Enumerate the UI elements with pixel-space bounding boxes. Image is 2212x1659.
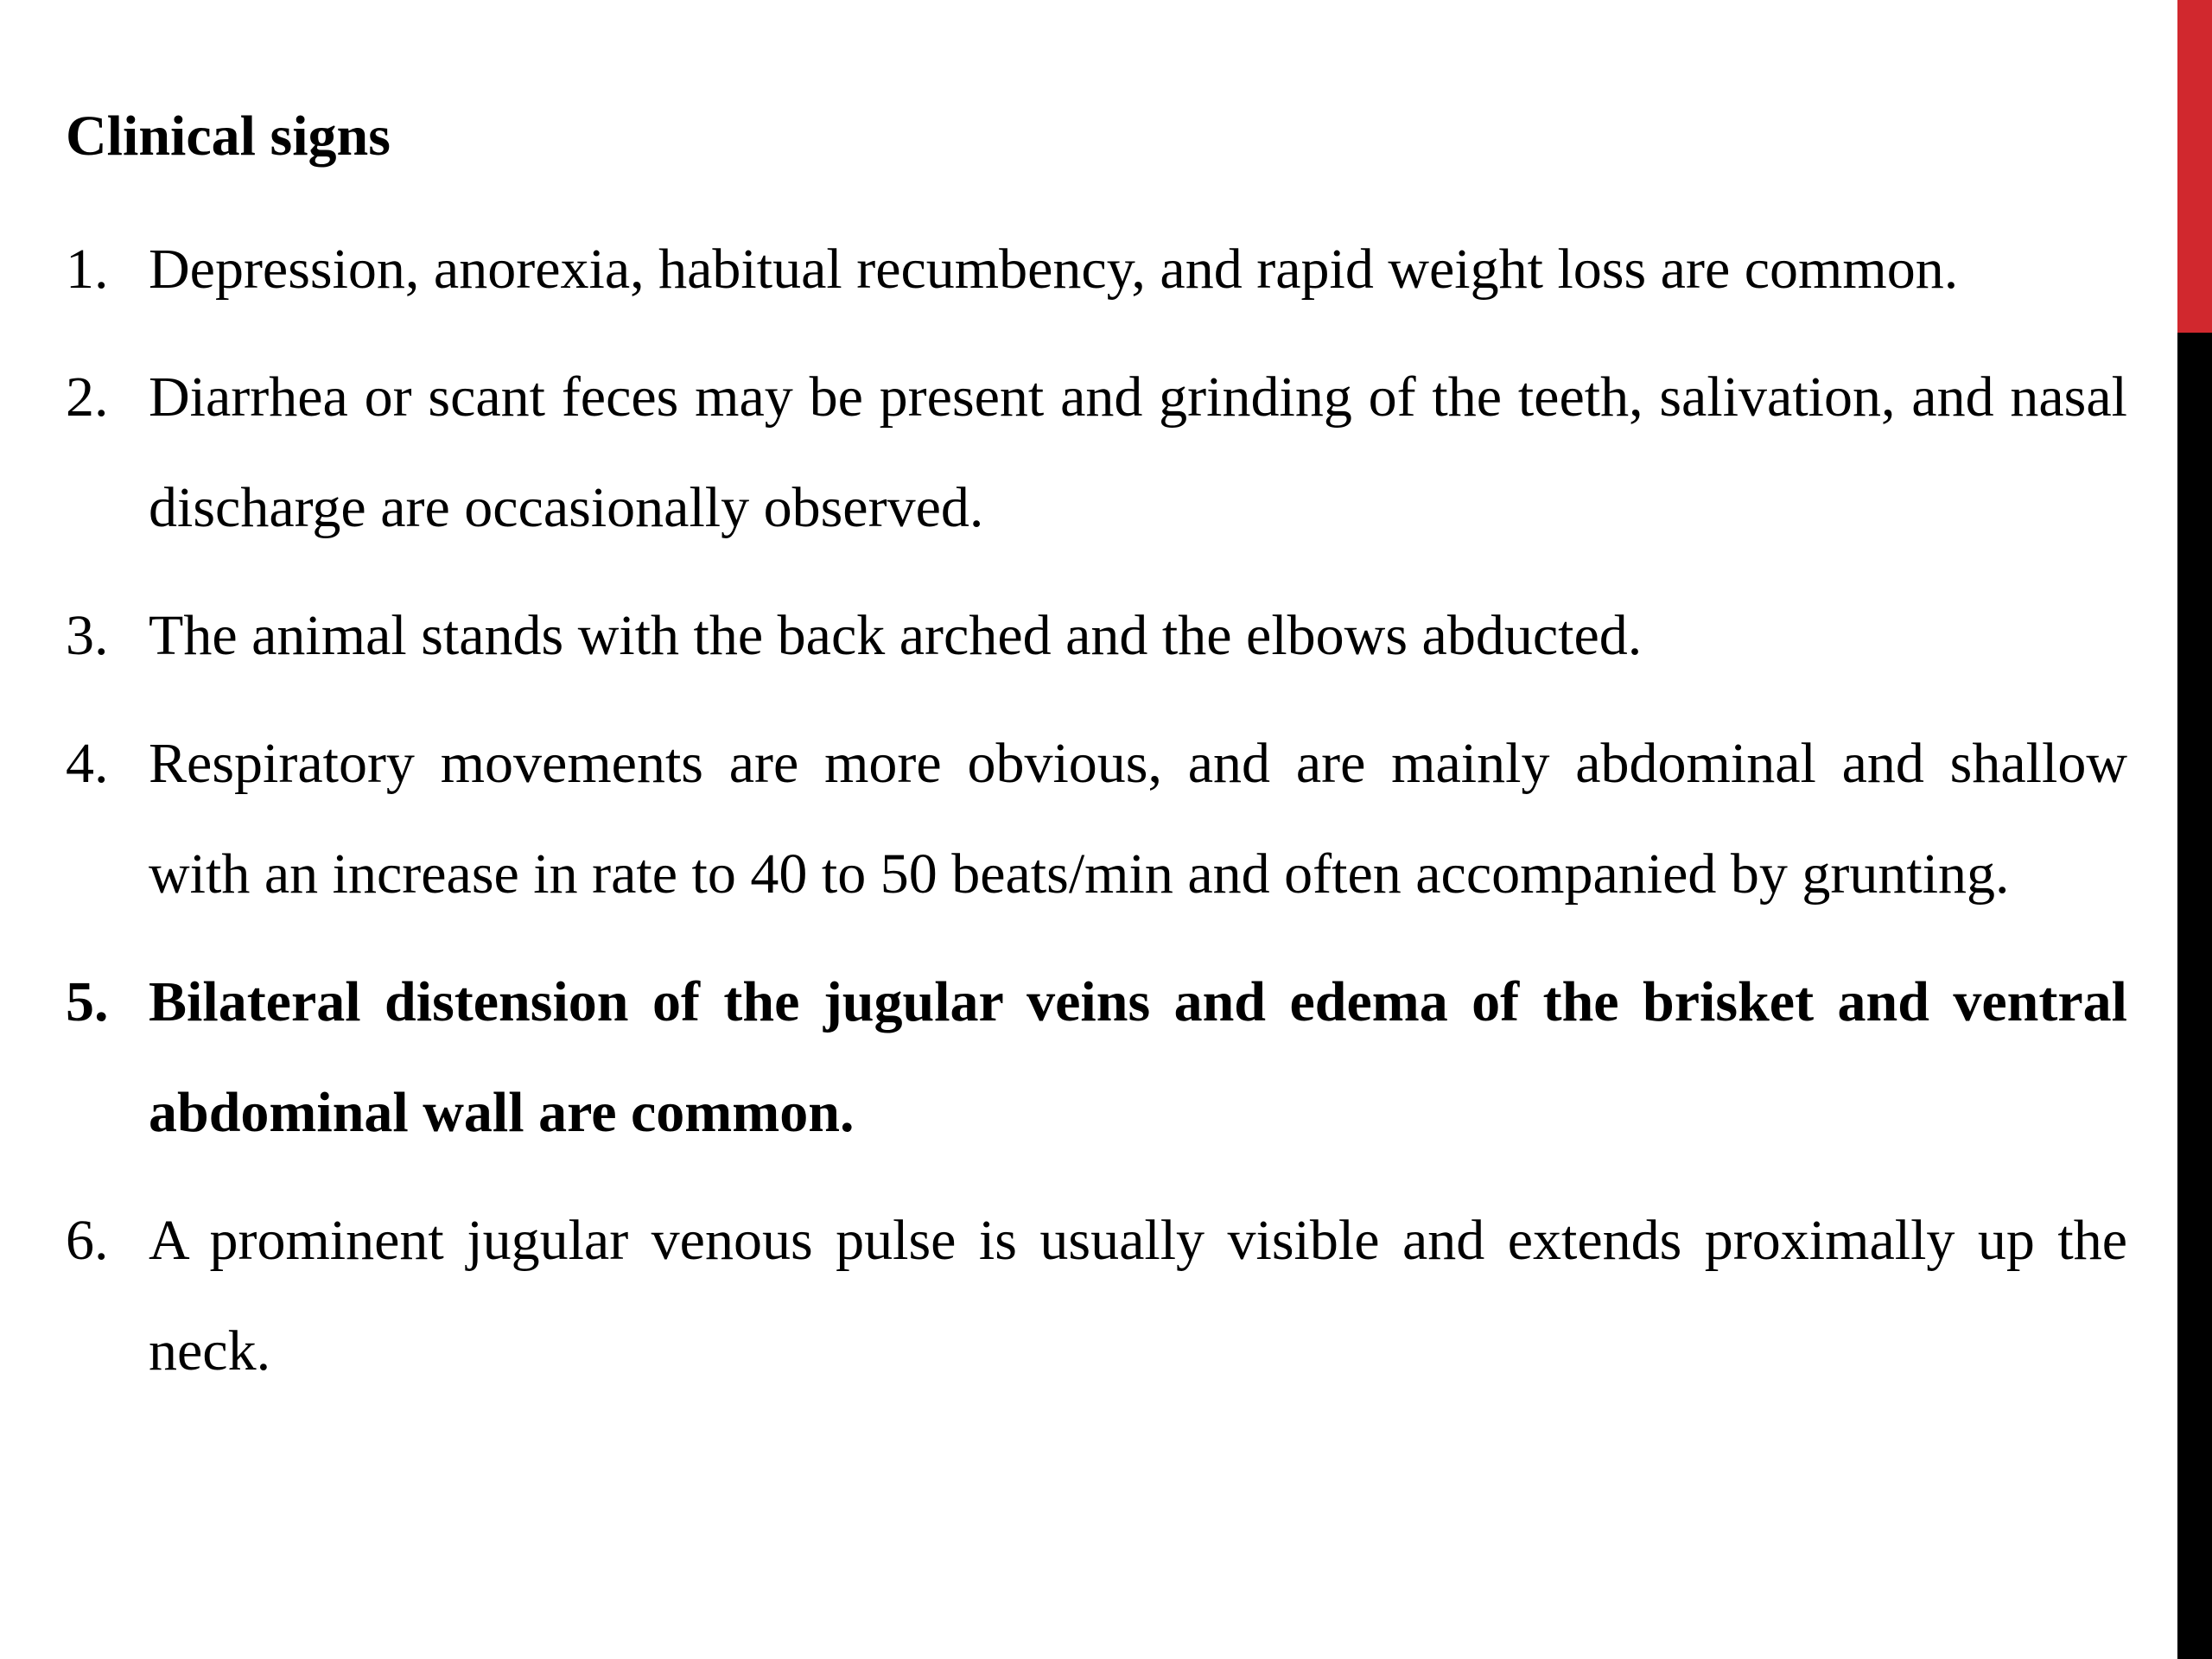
list-item-number: 3.	[66, 604, 109, 667]
list-item-text: Diarrhea or scant feces may be present and grinding of the teeth, salivation, and nasal discharge are occasionally observed.	[149, 365, 2127, 539]
list-item-text: Bilateral distension of the jugular veins and edema of the brisket and ventral abdominal wall are common.	[149, 970, 2127, 1144]
list-item-3	[66, 581, 2127, 691]
list-item-1	[66, 214, 2127, 325]
list-item-2	[66, 342, 2127, 563]
list-item-text: Respiratory movements are more obvious, and are mainly abdominal and shallow with an increase in rate to 40 to 50 beats/min and often accompanied by grunting.	[149, 732, 2127, 906]
list-item-text: A prominent jugular venous pulse is usually visible and extends proximally up the neck.	[149, 1209, 2127, 1382]
list-item-number: 5.	[66, 970, 109, 1033]
list-item-number: 4.	[66, 732, 109, 795]
list-item-number: 1.	[66, 238, 109, 301]
list-item-text: The animal stands with the back arched and the elbows abducted.	[149, 604, 1643, 667]
slide-title: Clinical signs	[66, 105, 391, 168]
list-item-number: 6.	[66, 1209, 109, 1272]
list-item-text: Depression, anorexia, habitual recumbency, and rapid weight loss are common.	[149, 238, 1959, 301]
side-accent-bar-red	[2177, 0, 2212, 333]
list-item-5	[66, 947, 2127, 1168]
list-item-number: 2.	[66, 365, 109, 429]
side-accent-bar-black	[2177, 333, 2212, 1659]
list-item-4	[66, 709, 2127, 930]
slide-content	[66, 95, 2127, 1424]
list-item-6	[66, 1185, 2127, 1407]
